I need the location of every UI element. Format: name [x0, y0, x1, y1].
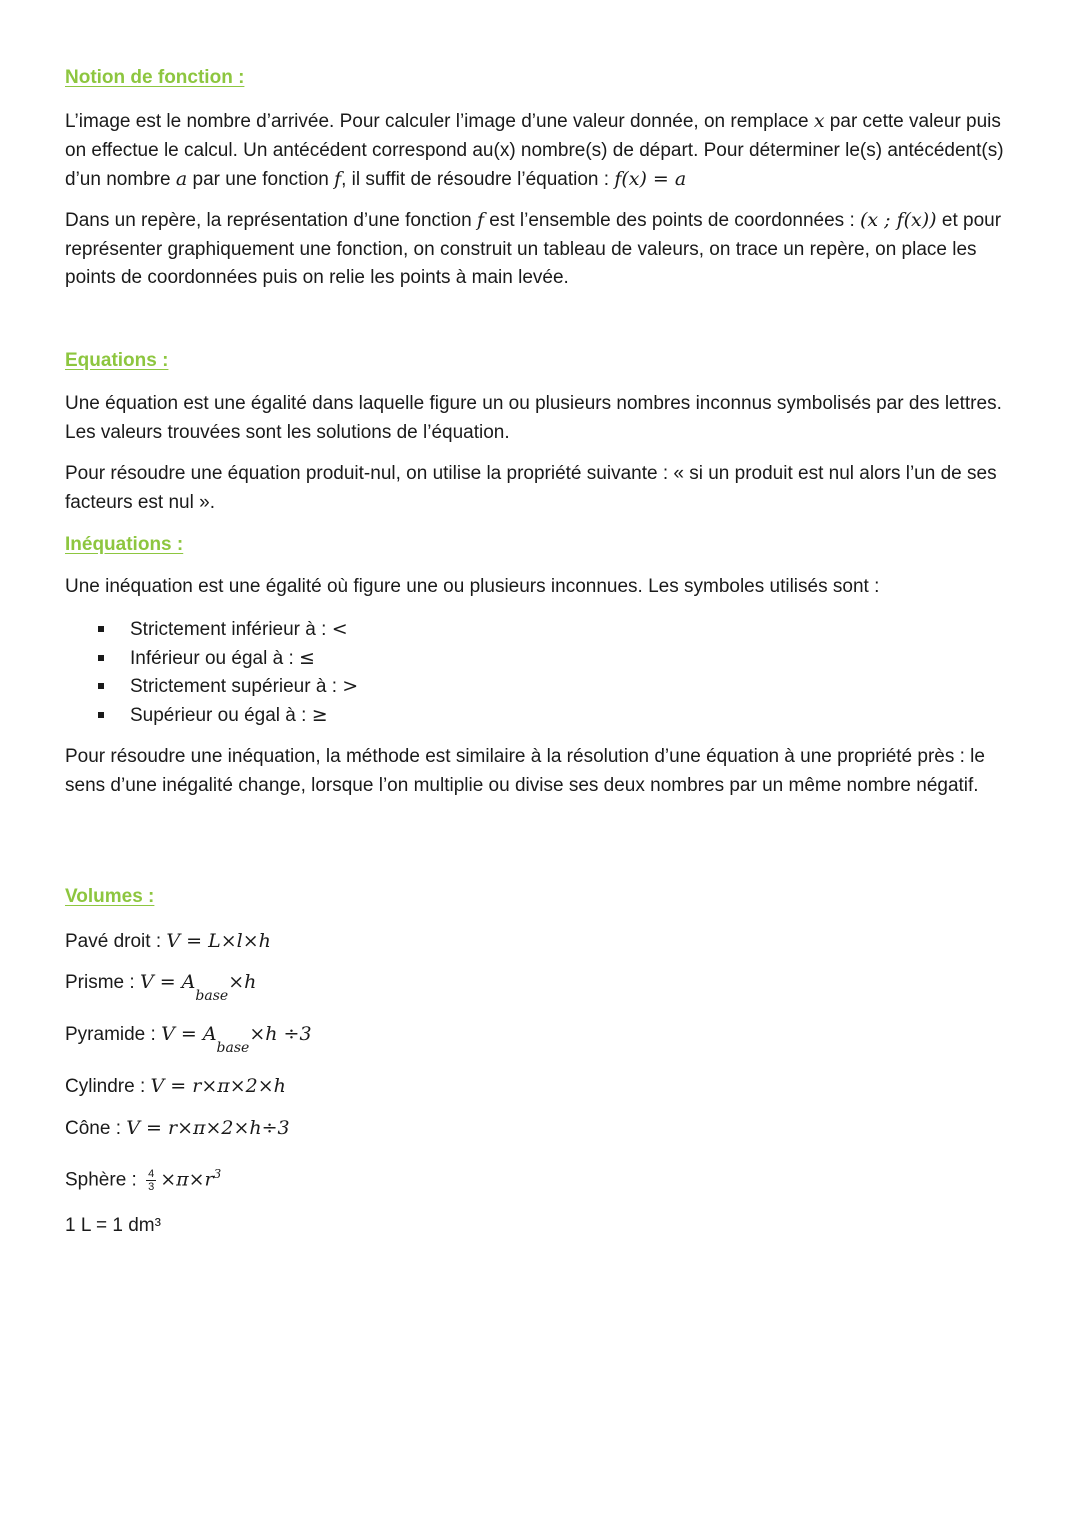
math-equation: f(x) = a	[614, 168, 687, 190]
text: par cette valeur puis on effectue le calcul. Un antécédent correspond au(x) nombre(s) de départ. Pour déterminer le(s) antécédent(s) d’un nombre	[65, 111, 1004, 190]
paragraph-equations-definition: Une équation est une égalité dans laquelle figure un ou plusieurs nombres inconnus symbolisés par des lettres. Les valeurs trouvées sont les solutions de l’équation.	[65, 393, 1002, 443]
formula-label: Cylindre :	[65, 1076, 151, 1097]
paragraph-inequations-intro: Une inéquation est une égalité où figure une ou plusieurs inconnues. Les symboles utilisés sont :	[65, 576, 880, 597]
formula-expression: ×π×r	[160, 1168, 214, 1191]
item-label: Supérieur ou égal à :	[130, 705, 312, 727]
formula-expression: V = r×π×2×h	[150, 1075, 286, 1097]
section-title-fonction: Notion de fonction :	[65, 67, 245, 88]
symbols-list	[65, 615, 358, 730]
math-coordinates: (x ; f(x))	[860, 209, 937, 231]
item-symbol: >	[342, 675, 359, 698]
formula-expression: ×h	[228, 971, 257, 993]
text: est l’ensemble des points de coordonnées :	[483, 210, 860, 231]
formula-expression: ×h ÷3	[249, 1023, 312, 1045]
paragraph-fonction-representation	[65, 206, 1015, 293]
bullet-icon	[98, 655, 104, 661]
formula-subscript: base	[195, 988, 229, 1004]
formula-expression: V = A	[161, 1023, 217, 1045]
formula-pave-droit	[65, 929, 271, 954]
item-symbol: <	[331, 618, 348, 640]
math-a: a	[175, 168, 188, 190]
formula-exponent: 3	[213, 1167, 222, 1181]
item-label: Inférieur ou égal à :	[130, 647, 299, 669]
bullet-icon	[98, 683, 104, 689]
item-label: Strictement supérieur à :	[130, 676, 343, 698]
formula-expression: V = A	[139, 971, 196, 993]
section-title-inequations: Inéquations :	[65, 534, 184, 555]
item-symbol: ≤	[299, 646, 315, 669]
formula-label: Pyramide :	[65, 1024, 162, 1045]
math-f: f	[334, 168, 342, 190]
formula-cylindre	[65, 1074, 286, 1099]
math-x: x	[813, 110, 825, 132]
formula-cone	[65, 1116, 290, 1141]
bullet-icon	[98, 712, 104, 718]
formula-expression: V = L×l×h	[166, 930, 271, 952]
formula-sphere	[65, 1162, 221, 1193]
formula-label: Sphère :	[65, 1169, 143, 1191]
text: par une fonction	[187, 169, 335, 190]
item-symbol: ≥	[311, 704, 328, 727]
text: , il suffit de résoudre l’équation :	[341, 169, 615, 190]
section-title-volumes: Volumes :	[65, 886, 155, 907]
text: et pour représenter graphiquement une fonction, on construit un tableau de valeurs, on trace un repère, on place les points de coordonnées puis on relie les points à main levée.	[65, 210, 1002, 288]
formula-pyramide	[65, 1022, 312, 1056]
fraction-denominator: 3	[148, 1180, 155, 1193]
section-title-equations: Equations :	[65, 350, 169, 371]
text: L’image est le nombre d’arrivée. Pour calculer l’image d’une valeur donnée, on remplace	[65, 111, 814, 132]
bullet-icon	[98, 626, 104, 632]
fraction-numerator: 4	[148, 1167, 155, 1180]
list-item	[65, 644, 358, 673]
litre-conversion: 1 L = 1 dm³	[65, 1215, 161, 1236]
paragraph-equations-produit-nul: Pour résoudre une équation produit-nul, on utilise la propriété suivante : « si un produit est nul alors l’un de ses facteurs est nul ».	[65, 463, 997, 513]
list-item	[65, 672, 358, 701]
list-item	[65, 701, 358, 730]
list-item	[65, 615, 358, 644]
formula-label: Cône :	[65, 1118, 127, 1139]
paragraph-fonction-image	[65, 107, 1015, 195]
formula-label: Prisme :	[65, 972, 140, 993]
paragraph-inequations-method: Pour résoudre une inéquation, la méthode est similaire à la résolution d’une équation à une propriété près : le sens d’une inégalité change, lorsque l’on multiplie ou divise ses deux nombres par un même nombre négatif.	[65, 746, 985, 796]
math-f: f	[476, 209, 484, 231]
formula-prisme	[65, 970, 257, 1004]
item-label: Strictement inférieur à :	[130, 619, 332, 640]
text: Dans un repère, la représentation d’une fonction	[65, 210, 477, 231]
fraction	[146, 1168, 156, 1193]
formula-label: Pavé droit :	[65, 931, 167, 952]
formula-expression: V = r×π×2×h÷3	[126, 1117, 290, 1139]
formula-subscript: base	[216, 1040, 250, 1056]
